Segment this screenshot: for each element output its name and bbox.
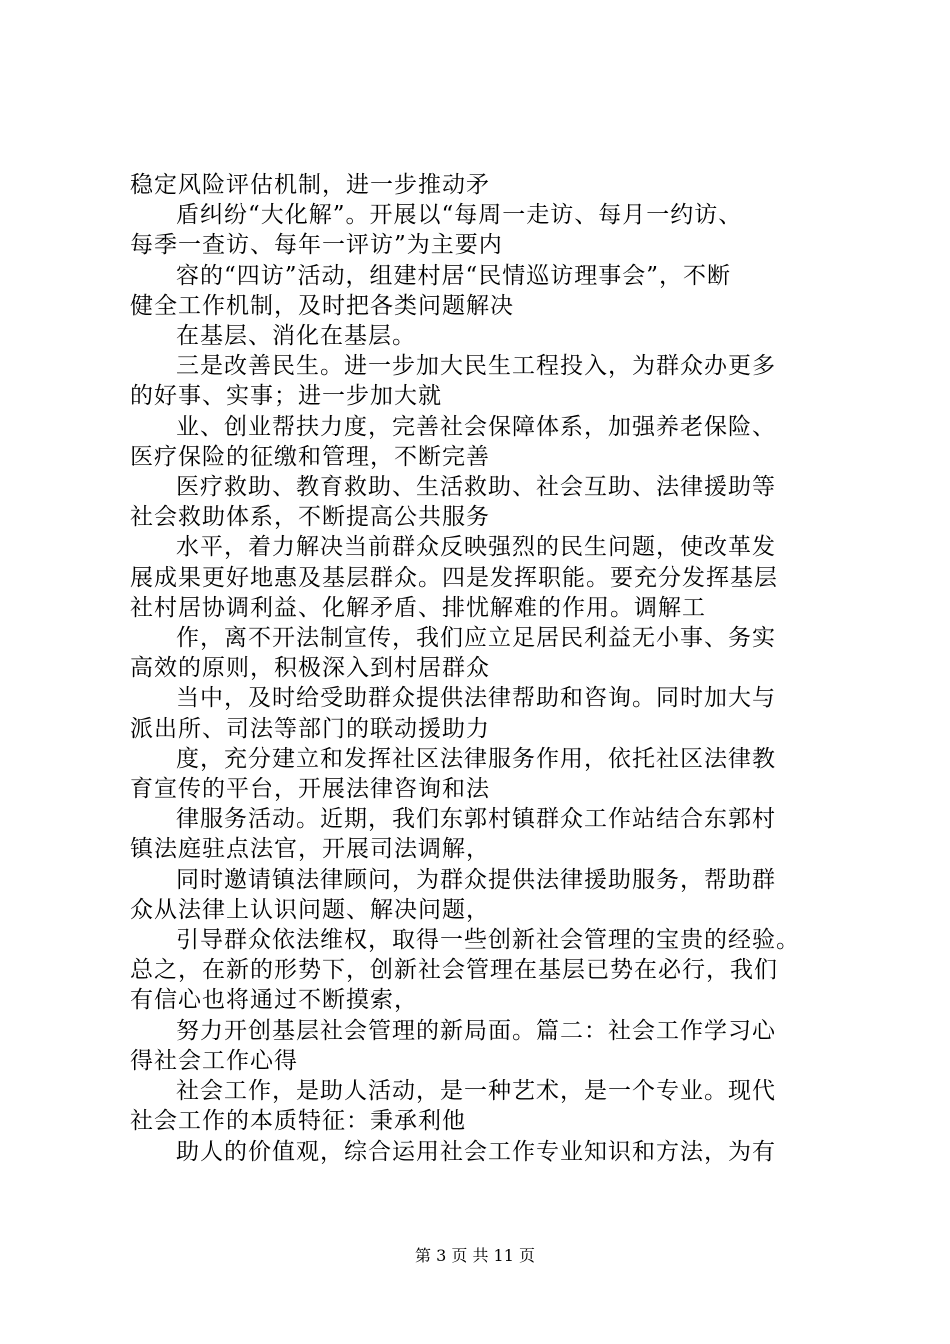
text-line: 每季一查访、每年一评访”为主要内 [130,232,503,259]
text-line: 健全工作机制，及时把各类问题解决 [130,292,514,319]
text-line: 努力开创基层社会管理的新局面。篇二：社会工作学习心 [176,1017,776,1044]
text-line: 育宣传的平台，开展法律咨询和法 [130,776,490,803]
text-line: 镇法庭驻点法官，开展司法调解， [130,836,490,863]
text-line: 众从法律上认识问题、解决问题， [130,896,490,923]
text-line: 引导群众依法维权，取得一些创新社会管理的宝贵的经验。 [176,927,800,954]
text-line: 有信心也将通过不断摸索， [130,987,418,1014]
text-line: 社会救助体系，不断提高公共服务 [130,504,490,531]
text-line: 律服务活动。近期，我们东郭村镇群众工作站结合东郭村 [176,806,776,833]
text-line: 当中，及时给受助群众提供法律帮助和咨询。同时加大与 [176,685,776,712]
text-line: 得社会工作心得 [130,1047,298,1074]
text-line: 业、创业帮扶力度，完善社会保障体系，加强养老保险、 [176,413,776,440]
text-line: 派出所、司法等部门的联动援助力 [130,715,490,742]
text-line: 三是改善民生。进一步加大民生工程投入，为群众办更多 [176,353,776,380]
text-line: 展成果更好地惠及基层群众。四是发挥职能。要充分发挥基层 [130,564,778,591]
text-line: 在基层、消化在基层。 [176,323,416,350]
text-line: 稳定风险评估机制，进一步推动矛 [130,172,490,198]
text-line: 助人的价值观，综合运用社会工作专业知识和方法，为有 [176,1138,776,1165]
page-footer: 第 3 页 共 11 页 [415,1246,535,1265]
text-line: 社会工作，是助人活动，是一种艺术，是一个专业。现代 [176,1078,776,1105]
text-line: 社会工作的本质特征：秉承利他 [130,1108,466,1135]
document-body [130,170,830,1167]
text-line: 医疗保险的征缴和管理，不断完善 [130,443,490,470]
text-line: 水平，着力解决当前群众反映强烈的民生问题，使改革发 [176,534,776,561]
text-line: 总之，在新的形势下，创新社会管理在基层已势在必行，我们 [130,957,778,984]
text-line: 同时邀请镇法律顾问，为群众提供法律援助服务，帮助群 [176,866,776,893]
text-line: 盾纠纷“大化解”。开展以“每周一走访、每月一约访、 [176,202,743,229]
text-line: 度，充分建立和发挥社区法律服务作用，依托社区法律教 [176,745,776,772]
text-line: 高效的原则，积极深入到村居群众 [130,655,490,682]
text-line: 容的“四访”活动，组建村居“民情巡访理事会”，不断 [176,262,732,289]
text-line: 社村居协调利益、化解矛盾、排忧解难的作用。调解工 [130,594,706,621]
text-line: 的好事、实事；进一步加大就 [130,383,442,410]
text-line: 医疗救助、教育救助、生活救助、社会互助、法律援助等 [176,474,776,501]
text-line: 作，离不开法制宣传，我们应立足居民利益无小事、务实 [176,625,776,652]
